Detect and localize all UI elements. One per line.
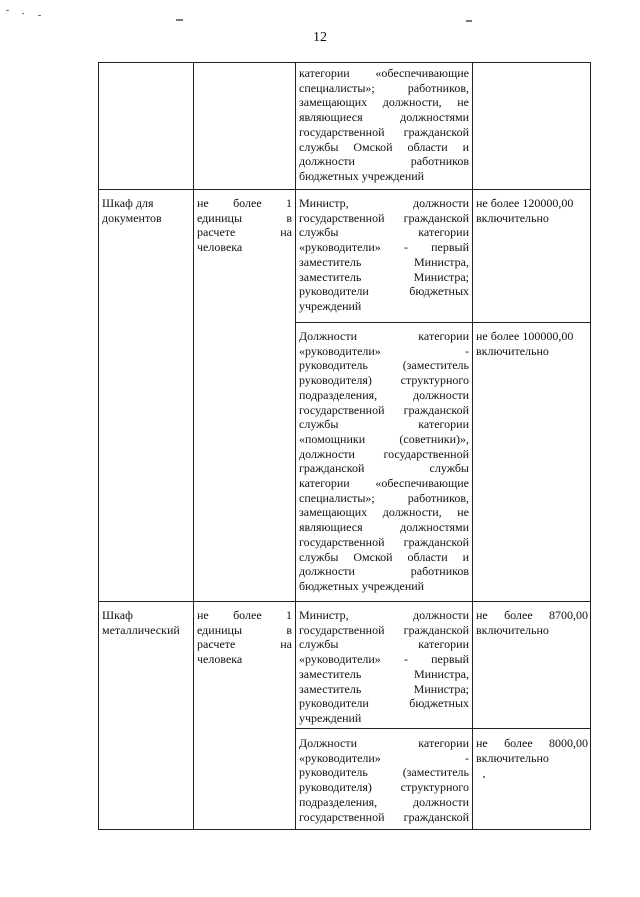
text-line: не более 8700,00 (476, 608, 588, 622)
item-name-cell (102, 608, 190, 637)
text-line: включительно (476, 210, 549, 225)
text-line: должности работников (299, 564, 469, 579)
text-line: категории «обеспечивающие (299, 476, 469, 491)
text-line: заместитель Министра, (299, 666, 469, 681)
price-cell (476, 196, 588, 225)
text-line: являющиеся должностями (299, 110, 469, 125)
scan-speck (176, 19, 183, 21)
col-border (98, 62, 99, 830)
text-line: подразделения, должности (299, 794, 469, 809)
text-line: расчете на (197, 637, 292, 652)
text-line: металлический (102, 622, 180, 637)
text-line: государственной гражданской (299, 622, 469, 637)
text-line: подразделения, должности (299, 387, 469, 402)
text-line: руководитель (заместитель (299, 765, 469, 780)
price-cell (476, 736, 588, 765)
col-border (472, 62, 473, 830)
text-line: не более 1 (197, 608, 292, 622)
text-line: не более 100000,00 (476, 329, 574, 343)
text-line: учреждений (299, 298, 362, 313)
positions-cell (299, 329, 469, 594)
item-name-cell (102, 196, 190, 225)
text-line: документов (102, 210, 162, 225)
table-top-border (98, 62, 591, 63)
positions-cell (299, 608, 469, 726)
text-line: бюджетных учреждений (299, 168, 425, 183)
scan-speck (38, 15, 41, 16)
text-line: заместитель Министра; (299, 681, 469, 696)
col-border (295, 62, 296, 830)
block-divider (295, 322, 591, 323)
text-line: государственной гражданской (299, 402, 469, 417)
text-line: «руководители» - (299, 750, 469, 765)
text-line: службы категории (299, 225, 469, 240)
scan-speck (6, 10, 9, 11)
norm-cell (197, 608, 292, 667)
row-divider (98, 189, 591, 190)
col-border (590, 62, 591, 830)
text-line: заместитель Министра; (299, 269, 469, 284)
text-line: службы категории (299, 417, 469, 432)
text-line: службы Омской области и (299, 549, 469, 564)
text-line: государственной гражданской (299, 534, 469, 549)
text-line: «руководители» - первый (299, 652, 469, 667)
text-line: должности государственной (299, 446, 469, 461)
text-line: «руководители» - (299, 343, 469, 358)
text-line: государственной гражданской (299, 124, 469, 139)
text-line: руководители бюджетных (299, 696, 469, 711)
text-line: «помощники (советники)», (299, 431, 469, 446)
positions-cell (299, 196, 469, 314)
text-line: Должности категории (299, 736, 469, 750)
scan-speck (483, 776, 485, 778)
scan-speck (22, 13, 24, 14)
text-line: человека (197, 652, 243, 667)
text-line: человека (197, 240, 243, 255)
text-line: не более 8000,00 (476, 736, 588, 750)
text-line: должности работников (299, 154, 469, 169)
text-line: учреждений (299, 710, 362, 725)
text-line: Шкаф для (102, 196, 154, 210)
text-line: являющиеся должностями (299, 520, 469, 535)
text-line: единицы в (197, 622, 292, 637)
text-line: Шкаф (102, 608, 133, 622)
text-line: бюджетных учреждений (299, 578, 425, 593)
text-line: руководителя) структурного (299, 373, 469, 388)
text-line: единицы в (197, 210, 292, 225)
col-border (193, 62, 194, 830)
text-line: расчете на (197, 225, 292, 240)
row-divider (98, 601, 591, 602)
text-line: включительно (476, 622, 549, 637)
text-line: руководителя) структурного (299, 780, 469, 795)
text-line: руководители бюджетных (299, 284, 469, 299)
positions-cell (299, 66, 469, 184)
text-line: специалисты»; работников, (299, 80, 469, 95)
price-cell (476, 608, 588, 637)
text-line: гражданской службы (299, 461, 469, 476)
norm-cell (197, 196, 292, 255)
text-line: службы Омской области и (299, 139, 469, 154)
scan-speck (466, 20, 472, 22)
text-line: «руководители» - первый (299, 240, 469, 255)
text-line: специалисты»; работников, (299, 490, 469, 505)
page-number: 12 (313, 30, 327, 45)
text-line: категории «обеспечивающие (299, 66, 469, 80)
text-line: замещающих должности, не (299, 505, 469, 520)
text-line: включительно (476, 750, 549, 765)
text-line: Министр, должности (299, 196, 469, 210)
text-line: Министр, должности (299, 608, 469, 622)
positions-cell (299, 736, 469, 824)
text-line: службы категории (299, 637, 469, 652)
text-line: государственной гражданской (299, 210, 469, 225)
table-bottom-border (98, 829, 591, 830)
text-line: государственной гражданской (299, 809, 469, 824)
text-line: включительно (476, 343, 549, 358)
text-line: замещающих должности, не (299, 95, 469, 110)
text-line: не более 120000,00 (476, 196, 574, 210)
text-line: руководитель (заместитель (299, 358, 469, 373)
price-cell (476, 329, 588, 358)
text-line: не более 1 (197, 196, 292, 210)
text-line: заместитель Министра, (299, 254, 469, 269)
block-divider (295, 728, 591, 729)
text-line: Должности категории (299, 329, 469, 343)
